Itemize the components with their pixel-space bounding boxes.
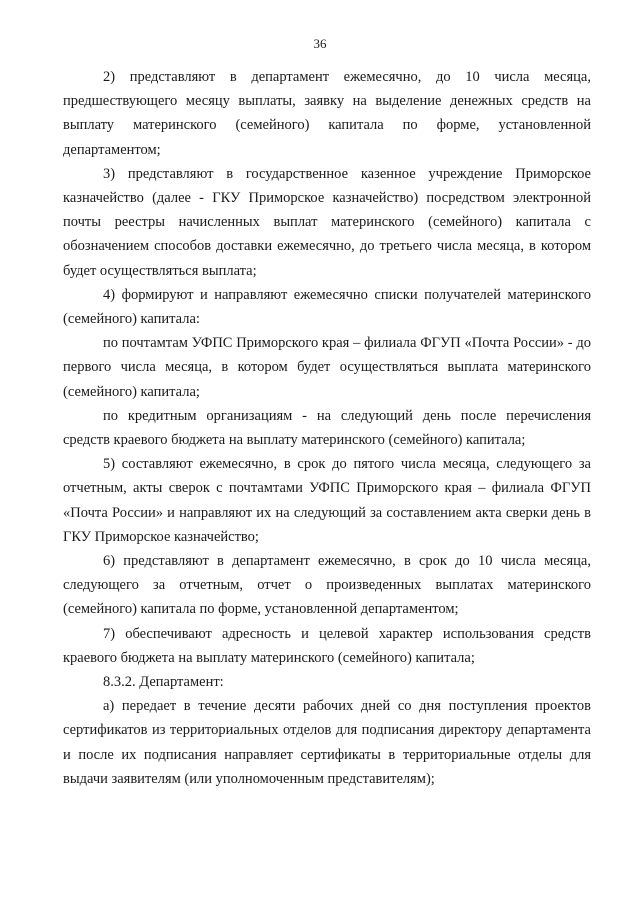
paragraph: 3) представляют в государственное казенное учреждение Приморское казначейство (далее - ГКУ Приморское казначейство) посредством электронной почты реестры начисленных выплат материнского (семейного) капитала с обозначением способов доставки ежемесячно, до третьего числа месяца, в котором будет осуществляться выплата; bbox=[63, 165, 591, 279]
section-heading: 8.3.2. Департамент: bbox=[103, 674, 224, 691]
paragraph: 2) представляют в департамент ежемесячно, до 10 числа месяца, предшествующего месяцу выплаты, заявку на выделение денежных средств на выплату материнского (семейного) капитала по форме, установленной департаментом; bbox=[63, 69, 591, 158]
document-body bbox=[63, 65, 591, 791]
page-number: 36 bbox=[313, 36, 327, 51]
paragraph: по кредитным организациям - на следующий день после перечисления средств краевого бюджета на выплату материнского (семейного) капитала; bbox=[63, 407, 591, 449]
paragraph: а) передает в течение десяти рабочих дней со дня поступления проектов сертификатов из территориальных отделов для подписания директору департамента и после их подписания направляет сертификаты в территориальные отделы для выдачи заявителям (или уполномоченным представителям); bbox=[63, 698, 591, 787]
paragraph: 6) представляют в департамент ежемесячно, в срок до 10 числа месяца, следующего за отчетным, отчет о произведенных выплатах материнского (семейного) капитала по форме, установленной департаментом; bbox=[63, 553, 591, 618]
paragraph: 7) обеспечивают адресность и целевой характер использования средств краевого бюджета на выплату материнского (семейного) капитала; bbox=[63, 625, 591, 666]
paragraph: по почтамтам УФПС Приморского края – филиала ФГУП «Почта России» - до первого числа месяца, в котором будет осуществляться выплата материнского (семейного) капитала; bbox=[63, 335, 591, 400]
paragraph: 4) формируют и направляют ежемесячно списки получателей материнского (семейного) капитала: bbox=[63, 286, 591, 328]
paragraph: 5) составляют ежемесячно, в срок до пятого числа месяца, следующего за отчетным, акты сверок с почтамтами УФПС Приморского края – филиала ФГУП «Почта России» и направляют их на следующий за составлением акта сверки день в ГКУ Приморское казначейство; bbox=[63, 456, 591, 545]
